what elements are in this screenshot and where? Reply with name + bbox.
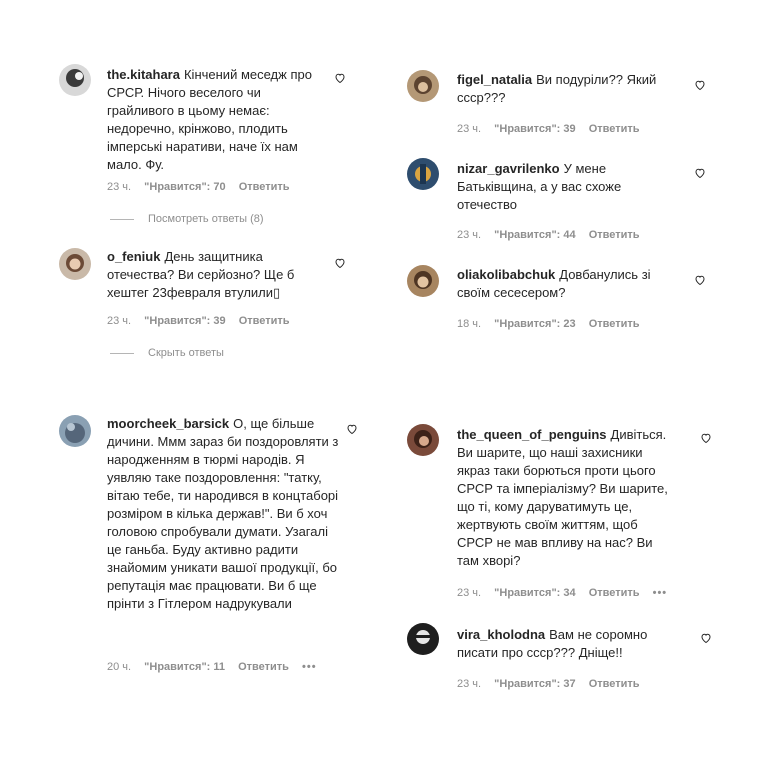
comment-likes[interactable]: "Нравится": 23 [494,318,576,330]
comment-time: 23 ч. [457,587,482,599]
reply-button[interactable]: Ответить [238,315,290,327]
comment-meta [107,314,300,328]
comment-text: Довбанулись зі своїм сесесером? [457,267,651,300]
comment-body [107,66,323,174]
reply-button[interactable]: Ответить [588,123,640,135]
comment-body [107,415,339,613]
comment-text: Дивіться. Ви шарите, що наші захисники якраз таки борються проти цього СРСР та імперіалізму? Ви шарите, що ті, кому даруватимуть це, жертвують своїм життям, щоб СРСР не мав впливу на нас? Ви там хворі? [457,427,668,568]
comment-body [457,160,657,214]
comment-text: О, ще більше дичини. Ммм зараз би поздоровляти з народженням в тюрмі народів. Я уявляю таке поздоровлення: "татку, вітаю тебе, ти народився в концтаборі розміром в кілька держав!". Ви б хоч головою спробували думати. Узагалі це ганьба. Буду активно радити знайомим уникати вашої продукції, бо репутація має працювати. Ви б ще прінти з Гітлером надрукували [107,416,339,611]
comment-username[interactable]: the.kitahara [107,67,180,82]
like-heart-icon[interactable] [334,257,346,269]
comment-time: 23 ч. [457,678,482,690]
comment-username[interactable]: nizar_gavrilenko [457,161,560,176]
thread-line [110,353,134,354]
avatar[interactable] [59,415,91,447]
reply-button[interactable]: Ответить [588,229,640,241]
comment-username[interactable]: figel_natalia [457,72,533,87]
like-heart-icon[interactable] [694,167,706,179]
comment-username[interactable]: oliakolibabchuk [457,267,556,282]
comment-text: Кінчений меседж про СРСР. Нічого веселого чи грайливого в цьому немає: недоречно, крінжово, плодить імперські наративи, наче їх нам мало. Фу. [107,67,312,172]
view-replies-label: Посмотреть ответы (8) [148,213,264,225]
like-heart-icon[interactable] [694,79,706,91]
comment-likes[interactable]: "Нравится": 70 [144,181,226,193]
comment-text: У мене Батьківщина, а у вас схоже отечество [457,161,622,212]
hide-replies-label: Скрыть ответы [148,347,224,359]
reply-button[interactable]: Ответить [238,181,290,193]
comment-body [457,266,673,302]
comment-likes[interactable]: "Нравится": 34 [494,587,576,599]
comment-meta [107,180,300,194]
avatar[interactable] [59,248,91,280]
comment-body [457,626,667,662]
comment-time: 23 ч. [107,181,132,193]
comment-text: Вам не соромно писати про ссср??? Дніще!! [457,627,648,660]
comment-username[interactable]: o_feniuk [107,249,161,264]
reply-button[interactable]: Ответить [588,678,640,690]
comment-meta [457,317,650,331]
comment-text: День защитника отечества? Ви серйозно? Ще б хештег 23февраля втулили▯ [107,249,295,300]
avatar[interactable] [407,70,439,102]
comment-likes[interactable]: "Нравится": 39 [494,123,576,135]
more-options-button[interactable]: ••• [652,587,668,599]
comment-text: Ви подуріли?? Який ссср??? [457,72,657,105]
reply-button[interactable]: Ответить [588,587,640,599]
hide-replies-button[interactable] [110,346,224,360]
comment-meta [457,122,650,136]
avatar[interactable] [407,158,439,190]
like-heart-icon[interactable] [700,432,712,444]
avatar[interactable] [407,424,439,456]
comment-body [457,426,677,570]
comment-likes[interactable]: "Нравится": 37 [494,678,576,690]
comment-body [107,248,321,302]
avatar[interactable] [407,265,439,297]
thread-line [110,219,134,220]
comment-username[interactable]: vira_kholodna [457,627,546,642]
comment-body [457,71,677,107]
view-replies-button[interactable] [110,212,264,226]
comment-time: 18 ч. [457,318,482,330]
comment-meta [457,677,650,691]
like-heart-icon[interactable] [346,423,358,435]
comment-meta [107,660,327,674]
comment-time: 20 ч. [107,661,132,673]
reply-button[interactable]: Ответить [238,661,289,673]
comment-username[interactable]: the_queen_of_penguins [457,427,607,442]
more-options-button[interactable]: ••• [302,661,317,673]
comment-meta [457,586,677,600]
avatar[interactable] [59,64,91,96]
comment-username[interactable]: moorcheek_barsick [107,416,230,431]
comment-meta [457,228,650,242]
comment-time: 23 ч. [107,315,132,327]
comment-time: 23 ч. [457,123,482,135]
like-heart-icon[interactable] [334,72,346,84]
comment-time: 23 ч. [457,229,482,241]
avatar[interactable] [407,623,439,655]
like-heart-icon[interactable] [700,632,712,644]
reply-button[interactable]: Ответить [588,318,640,330]
like-heart-icon[interactable] [694,274,706,286]
comment-likes[interactable]: "Нравится": 39 [144,315,226,327]
comment-likes[interactable]: "Нравится": 11 [144,661,226,673]
comment-likes[interactable]: "Нравится": 44 [494,229,576,241]
